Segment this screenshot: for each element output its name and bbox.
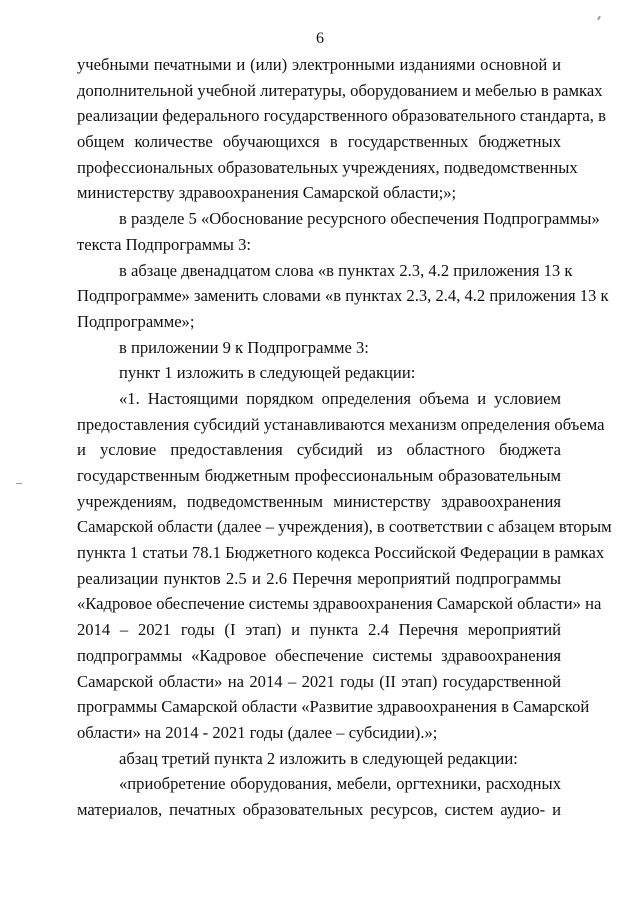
text-line: профессиональных образовательных учреждениях, подведомственных xyxy=(77,157,578,177)
text-line: абзац третий пункта 2 изложить в следующей редакции: xyxy=(119,748,518,768)
text-line: общем количестве обучающихся в государственных бюджетных xyxy=(77,132,561,152)
text-line: «Кадровое обеспечение системы здравоохранения Самарской области» на xyxy=(77,594,602,614)
text-line: в разделе 5 «Обоснование ресурсного обеспечения Подпрограммы» xyxy=(119,209,600,229)
text-line: учреждениям, подведомственным министерству здравоохранения xyxy=(77,491,561,511)
text-line: реализации пунктов 2.5 и 2.6 Перечня мероприятий подпрограммы xyxy=(77,568,561,588)
text-line: государственным бюджетным профессиональным образовательным xyxy=(77,466,561,485)
text-line: «приобретение оборудования, мебели, оргтехники, расходных xyxy=(119,774,561,794)
text-line: текста Подпрограммы 3: xyxy=(77,234,251,254)
text-line: Самарской области» на 2014 – 2021 годы (II этап) государственной xyxy=(77,671,561,691)
text-line: в приложении 9 к Подпрограмме 3: xyxy=(119,337,369,357)
page-number: 6 xyxy=(316,30,324,47)
text-line: дополнительной учебной литературы, оборудованием и мебелью в рамках xyxy=(77,80,603,100)
scan-artifact-mark xyxy=(16,483,22,484)
text-line: учебными печатными и (или) электронными изданиями основной и xyxy=(77,55,561,74)
text-line: пункта 1 статьи 78.1 Бюджетного кодекса Российской Федерации в рамках xyxy=(77,543,605,563)
text-line: Самарской области (далее – учреждения), в соответствии с абзацем вторым xyxy=(77,517,612,537)
text-line: пункт 1 изложить в следующей редакции: xyxy=(119,363,416,383)
text-line: области» на 2014 - 2021 годы (далее – субсидии).»; xyxy=(77,722,438,742)
text-line: Подпрограмме»; xyxy=(77,311,195,331)
text-line: министерству здравоохранения Самарской области;»; xyxy=(77,183,457,203)
text-line: подпрограммы «Кадровое обеспечение системы здравоохранения xyxy=(77,645,561,665)
text-line: программы Самарской области «Развитие здравоохранения в Самарской xyxy=(77,697,590,717)
text-line: материалов, печатных образовательных ресурсов, систем аудио- и xyxy=(77,799,561,819)
text-line: Подпрограмме» заменить словами «в пунктах 2.3, 2.4, 4.2 приложения 13 к xyxy=(77,286,609,306)
text-line: реализации федерального государственного образовательного стандарта, в xyxy=(77,106,606,126)
text-line: в абзаце двенадцатом слова «в пунктах 2.3, 4.2 приложения 13 к xyxy=(119,260,573,280)
text-line: и условие предоставления субсидий из областного бюджета xyxy=(77,440,561,460)
text-line: предоставления субсидий устанавливаются механизм определения объема xyxy=(77,414,605,434)
text-line: 2014 – 2021 годы (I этап) и пункта 2.4 Перечня мероприятий xyxy=(77,620,561,640)
scan-artifact-mark xyxy=(597,16,601,20)
document-body xyxy=(77,52,612,823)
text-line: «1. Настоящими порядком определения объема и условием xyxy=(119,388,561,408)
